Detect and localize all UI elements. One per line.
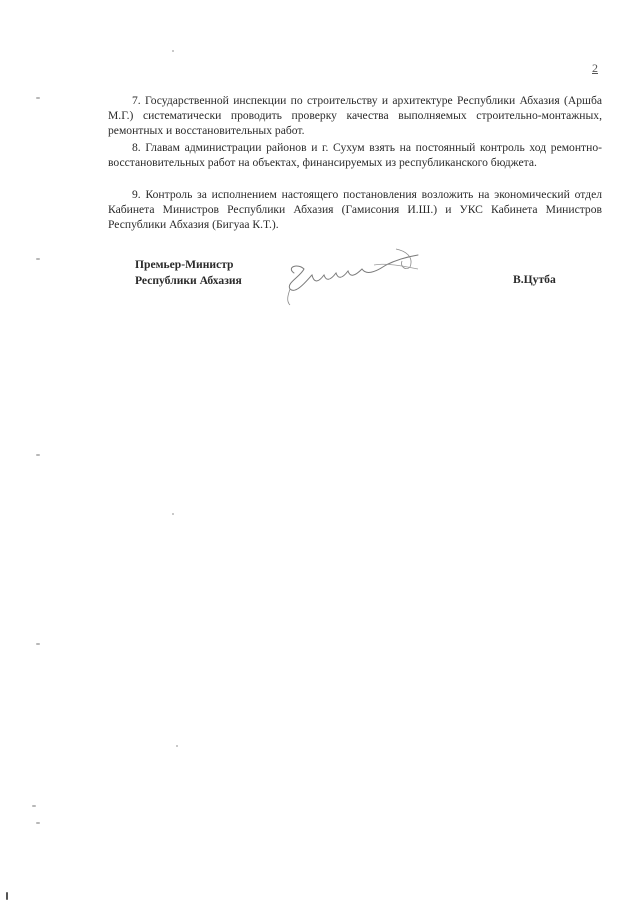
scan-speck [6,892,8,900]
scan-speck [172,50,174,52]
paragraph-8: 8. Главам администрации районов и г. Сухум взять на постоянный контроль ход ремонтно-восстановительных работ на объектах, финансируемых из республиканского бюджета. [108,141,602,170]
signatory-position-line1: Премьер-Министр [135,258,234,271]
scan-speck [176,745,178,747]
signatory-name: В.Цутба [513,273,556,286]
scan-speck [32,805,36,807]
paragraph-9: 9. Контроль за исполнением настоящего постановления возложить на экономический отдел Кабинета Министров Республики Абхазия (Гамисония И.Ш.) и УКС Кабинета Министров Республики Абхазия (Бигуаа К.Т.). [108,188,602,232]
scan-speck [36,258,40,260]
signatory-position [135,257,242,288]
handwritten-signature [278,243,428,309]
scan-speck [172,513,174,515]
scan-speck [36,643,40,645]
paragraph-7: 7. Государственной инспекции по строительству и архитектуре Республики Абхазия (Аршба М.Г.) систематически проводить проверку качества выполняемых строительно-монтажных, ремонтных и восстановительных работ. [108,94,602,138]
page-number: 2 [592,61,598,75]
signatory-position-line2: Республики Абхазия [135,273,242,287]
scan-speck [36,822,40,824]
scan-speck [36,97,40,99]
scan-speck [36,454,40,456]
